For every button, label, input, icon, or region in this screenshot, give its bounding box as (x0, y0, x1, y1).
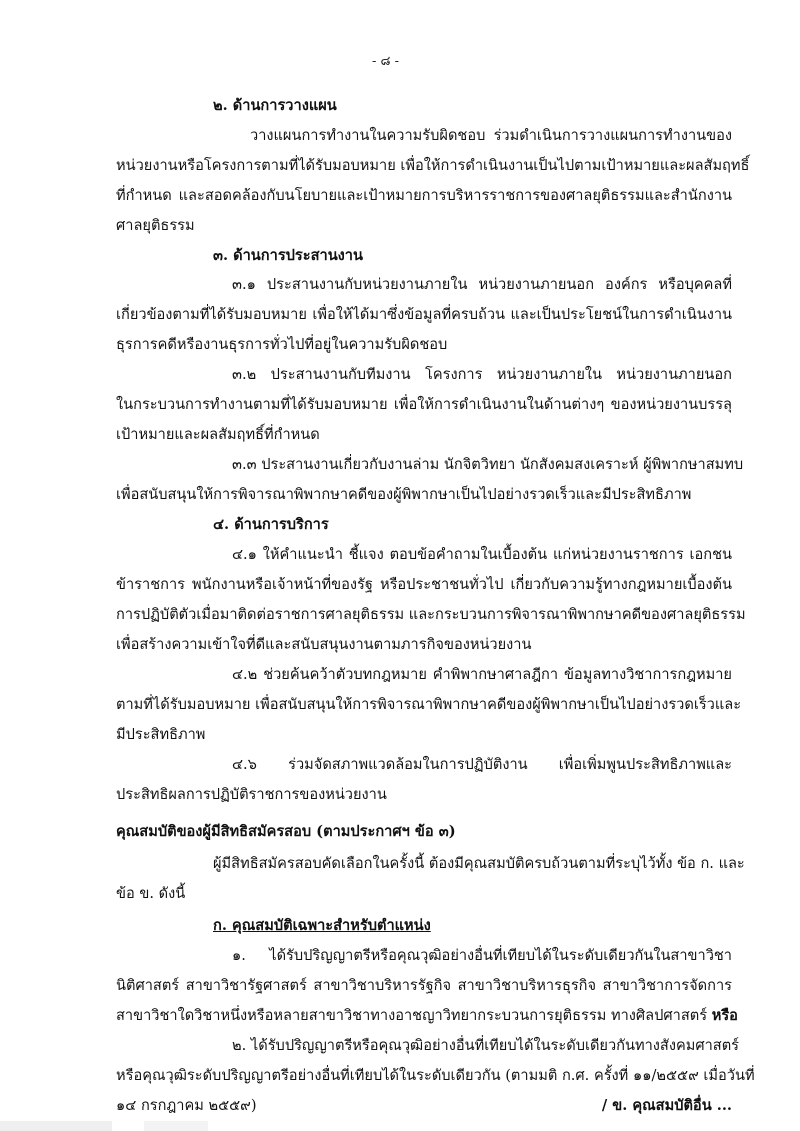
qualifications-heading: คุณสมบัติของผู้มีสิทธิสมัครสอบ (ตามประกาศฯ ข้อ ๓) (116, 823, 456, 840)
paragraph-line: ๓.๒ ประสานงานกับทีมงาน โครงการ หน่วยงานภายใน หน่วยงานภายนอก (232, 366, 732, 383)
paragraph-line: เป้าหมายและผลสัมฤทธิ์ที่กำหนด (116, 426, 320, 443)
paragraph-line: การปฏิบัติตัวเมื่อมาติดต่อราชการศาลยุติธรรม และกระบวนการพิจารณาพิพากษาคดีของศาลยุติธรรม (116, 606, 746, 623)
qualifications-subheading: ก. คุณสมบัติเฉพาะสำหรับตำแหน่ง (213, 917, 431, 934)
paragraph-line: มีประสิทธิภาพ (116, 726, 206, 743)
section-2-heading: ๒. ด้านการวางแผน (213, 97, 337, 114)
paragraph-line: ข้อ ข. ดังนี้ (116, 885, 186, 902)
scan-edge-artifact (0, 1121, 800, 1131)
page-number: - ๘ - (372, 54, 400, 69)
continued-marker: / ข. คุณสมบัติอื่น ... (601, 1097, 732, 1114)
paragraph-line: ข้าราชการ พนักงานหรือเจ้าหน้าที่ของรัฐ หรือประชาชนทั่วไป เกี่ยวกับความรู้ทางกฎหมายเบื้องต้น (116, 576, 732, 593)
paragraph-line: ในกระบวนการทำงานตามที่ได้รับมอบหมาย เพื่อให้การดำเนินงานในด้านต่างๆ ของหน่วยงานบรรลุ (116, 396, 732, 413)
paragraph-line: ที่กำหนด และสอดคล้องกับนโยบายและเป้าหมายการบริหารราชการของศาลยุติธรรมและสำนักงาน (116, 187, 732, 204)
paragraph-line: ๔.๑ ให้คำแนะนำ ชี้แจง ตอบข้อคำถามในเบื้องต้น แก่หน่วยงานราชการ เอกชน (232, 546, 732, 563)
paragraph-line: ตามที่ได้รับมอบหมาย เพื่อสนับสนุนให้การพิจารณาพิพากษาคดีของผู้พิพากษาเป็นไปอย่างรวดเร็วและ (116, 696, 742, 713)
paragraph-line (116, 1006, 738, 1026)
paragraph-line: เพื่อสนับสนุนให้การพิจารณาพิพากษาคดีของผู้พิพากษาเป็นไปอย่างรวดเร็วและมีประสิทธิภาพ (116, 486, 692, 503)
paragraph-line: นิติศาสตร์ สาขาวิชารัฐศาสตร์ สาขาวิชาบริหารรัฐกิจ สาขาวิชาบริหารธุรกิจ สาขาวิชาการจัดการ (116, 977, 732, 994)
paragraph-line: ๑๔ กรกฎาคม ๒๕๕๙) (116, 1097, 257, 1114)
paragraph-line: เพื่อสร้างความเข้าใจที่ดีและสนับสนุนงานตามภารกิจของหน่วยงาน (116, 636, 532, 653)
section-3-heading: ๓. ด้านการประสานงาน (213, 247, 363, 264)
paragraph-line: วางแผนการทำงานในความรับผิดชอบ ร่วมดำเนินการวางแผนการทำงานของ (250, 127, 732, 144)
paragraph-line: ๔.๒ ช่วยค้นคว้าตัวบทกฎหมาย คำพิพากษาศาลฎีกา ข้อมูลทางวิชาการกฎหมาย (232, 666, 732, 683)
paragraph-line: ธุรการคดีหรืองานธุรการทั่วไปที่อยู่ในความรับผิดชอบ (116, 336, 448, 353)
paragraph-line: หน่วยงานหรือโครงการตามที่ได้รับมอบหมาย เพื่อให้การดำเนินงานเป็นไปตามเป้าหมายและผลสัมฤทธิ์ (116, 157, 750, 174)
paragraph-line: ประสิทธิผลการปฏิบัติราชการของหน่วยงาน (116, 786, 387, 803)
paragraph-line: ๒. ได้รับปริญญาตรีหรือคุณวุฒิอย่างอื่นที่เทียบได้ในระดับเดียวกันทางสังคมศาสตร์ (232, 1037, 740, 1054)
paragraph-line: ผู้มีสิทธิสมัครสอบคัดเลือกในครั้งนี้ ต้องมีคุณสมบัติครบถ้วนตามที่ระบุไว้ทั้ง ข้อ ก. และ (213, 855, 745, 872)
paragraph-line: หรือคุณวุฒิระดับปริญญาตรีอย่างอื่นที่เทียบได้ในระดับเดียวกัน (ตามมติ ก.ศ. ครั้งที่ ๑๑/๒๕๕๙ เมื่อวันที่ (116, 1067, 755, 1084)
section-4-heading: ๔. ด้านการบริการ (213, 516, 329, 533)
paragraph-line: ๓.๑ ประสานงานกับหน่วยงานภายใน หน่วยงานภายนอก องค์กร หรือบุคคลที่ (232, 276, 732, 293)
paragraph-line: ๔.๖ ร่วมจัดสภาพแวดล้อมในการปฏิบัติงาน เพื่อเพิ่มพูนประสิทธิภาพและ (232, 756, 732, 773)
paragraph-line: ๓.๓ ประสานงานเกี่ยวกับงานล่าม นักจิตวิทยา นักสังคมสงเคราะห์ ผู้พิพากษาสมทบ (232, 456, 744, 473)
paragraph-line: ศาลยุติธรรม (116, 217, 195, 234)
paragraph-text: สาขาวิชาใดวิชาหนึ่งหรือหลายสาขาวิชาทางอาชญาวิทยากระบวนการยุติธรรม ทางศิลปศาสตร์ (116, 1007, 708, 1024)
paragraph-line: ๑. ได้รับปริญญาตรีหรือคุณวุฒิอย่างอื่นที่เทียบได้ในระดับเดียวกันในสาขาวิชา (232, 947, 732, 964)
paragraph-line: เกี่ยวข้องตามที่ได้รับมอบหมาย เพื่อให้ได้มาซึ่งข้อมูลที่ครบถ้วน และเป็นประโยชน์ในการดำเนินงาน (116, 306, 732, 323)
or-conjunction: หรือ (711, 1007, 738, 1024)
